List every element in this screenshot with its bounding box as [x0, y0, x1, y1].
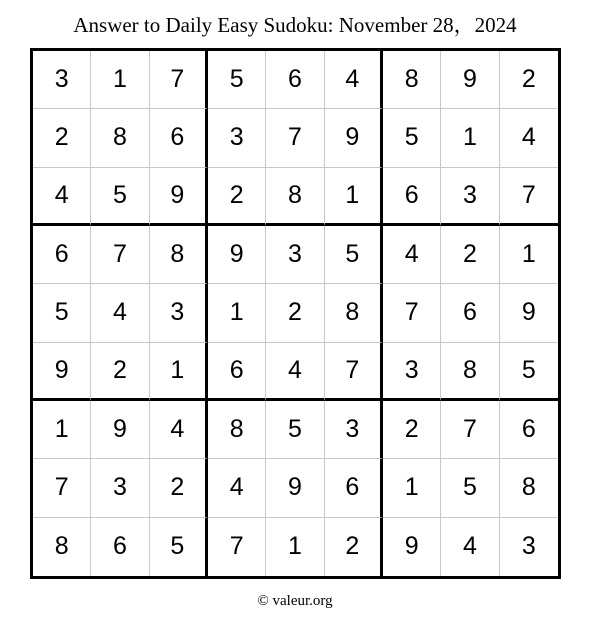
- sudoku-cell: 5: [150, 518, 208, 576]
- sudoku-cell: 2: [441, 226, 499, 284]
- sudoku-cell: 4: [441, 518, 499, 576]
- puzzle-title: Answer to Daily Easy Sudoku: November 28，2024: [73, 13, 517, 37]
- sudoku-cell: 5: [500, 343, 558, 401]
- sudoku-cell: 9: [150, 168, 208, 226]
- sudoku-cell: 8: [325, 284, 383, 342]
- sudoku-cell: 8: [266, 168, 324, 226]
- sudoku-cell: 2: [33, 109, 91, 167]
- sudoku-cell: 6: [383, 168, 441, 226]
- sudoku-cell: 4: [266, 343, 324, 401]
- sudoku-cell: 6: [441, 284, 499, 342]
- sudoku-cell: 5: [208, 51, 266, 109]
- sudoku-cell: 3: [266, 226, 324, 284]
- sudoku-grid: [30, 48, 561, 579]
- sudoku-cell: 4: [208, 459, 266, 517]
- sudoku-cell: 6: [266, 51, 324, 109]
- sudoku-cell: 1: [91, 51, 149, 109]
- copyright-footer: © valeur.org: [257, 593, 333, 609]
- sudoku-cell: 7: [150, 51, 208, 109]
- sudoku-cell: 5: [383, 109, 441, 167]
- sudoku-cell: 7: [33, 459, 91, 517]
- sudoku-cell: 4: [150, 401, 208, 459]
- sudoku-cell: 9: [33, 343, 91, 401]
- sudoku-cell: 9: [266, 459, 324, 517]
- sudoku-cell: 8: [33, 518, 91, 576]
- sudoku-cell: 1: [208, 284, 266, 342]
- sudoku-cell: 2: [383, 401, 441, 459]
- sudoku-cell: 6: [33, 226, 91, 284]
- sudoku-cell: 2: [150, 459, 208, 517]
- sudoku-cell: 3: [383, 343, 441, 401]
- sudoku-cell: 8: [91, 109, 149, 167]
- sudoku-cell: 1: [441, 109, 499, 167]
- sudoku-cell: 5: [325, 226, 383, 284]
- sudoku-cell: 1: [266, 518, 324, 576]
- sudoku-cell: 3: [521, 532, 536, 561]
- sudoku-cell: 2: [266, 284, 324, 342]
- sudoku-cell: 6: [500, 401, 558, 459]
- sudoku-cell: 6: [150, 109, 208, 167]
- sudoku-cell: 6: [208, 343, 266, 401]
- sudoku-cell: 8: [208, 401, 266, 459]
- sudoku-cell: 5: [91, 168, 149, 226]
- sudoku-cell: 8: [383, 51, 441, 109]
- sudoku-cell: 4: [91, 284, 149, 342]
- sudoku-cell: 3: [441, 168, 499, 226]
- sudoku-cell: 8: [150, 226, 208, 284]
- sudoku-cell: 3: [208, 109, 266, 167]
- sudoku-cell: 3: [150, 284, 208, 342]
- sudoku-cell: 1: [33, 401, 91, 459]
- sudoku-cell: 5: [33, 284, 91, 342]
- sudoku-cell: 7: [441, 401, 499, 459]
- sudoku-cell: 6: [325, 459, 383, 517]
- sudoku-cell: 9: [383, 518, 441, 576]
- sudoku-cell: 2: [208, 168, 266, 226]
- sudoku-cell: 7: [500, 168, 558, 226]
- sudoku-cell: 9: [208, 226, 266, 284]
- sudoku-cell: 2: [325, 518, 383, 576]
- sudoku-cell: 1: [500, 226, 558, 284]
- sudoku-cell: 7: [208, 518, 266, 576]
- sudoku-cell: 2: [91, 343, 149, 401]
- sudoku-cell: 4: [325, 51, 383, 109]
- sudoku-cell: 7: [383, 284, 441, 342]
- sudoku-cell: 2: [500, 51, 558, 109]
- sudoku-cell: 9: [325, 109, 383, 167]
- sudoku-cell: 8: [500, 459, 558, 517]
- sudoku-cell: 1: [383, 459, 441, 517]
- sudoku-cell: 1: [325, 168, 383, 226]
- sudoku-cell: 7: [266, 109, 324, 167]
- sudoku-cell: 5: [266, 401, 324, 459]
- sudoku-cell: 3: [325, 401, 383, 459]
- sudoku-cell: 1: [150, 343, 208, 401]
- sudoku-cell: 3: [91, 459, 149, 517]
- sudoku-cell: 9: [441, 51, 499, 109]
- sudoku-cell: 9: [500, 284, 558, 342]
- sudoku-cell: 6: [91, 518, 149, 576]
- sudoku-cell: 5: [441, 459, 499, 517]
- sudoku-cell: 3: [33, 51, 91, 109]
- sudoku-cell: 8: [441, 343, 499, 401]
- sudoku-cell: 4: [33, 168, 91, 226]
- sudoku-cell: 4: [500, 109, 558, 167]
- sudoku-cell: 9: [91, 401, 149, 459]
- sudoku-cell: 7: [325, 343, 383, 401]
- sudoku-cell: 4: [383, 226, 441, 284]
- sudoku-cell: 7: [91, 226, 149, 284]
